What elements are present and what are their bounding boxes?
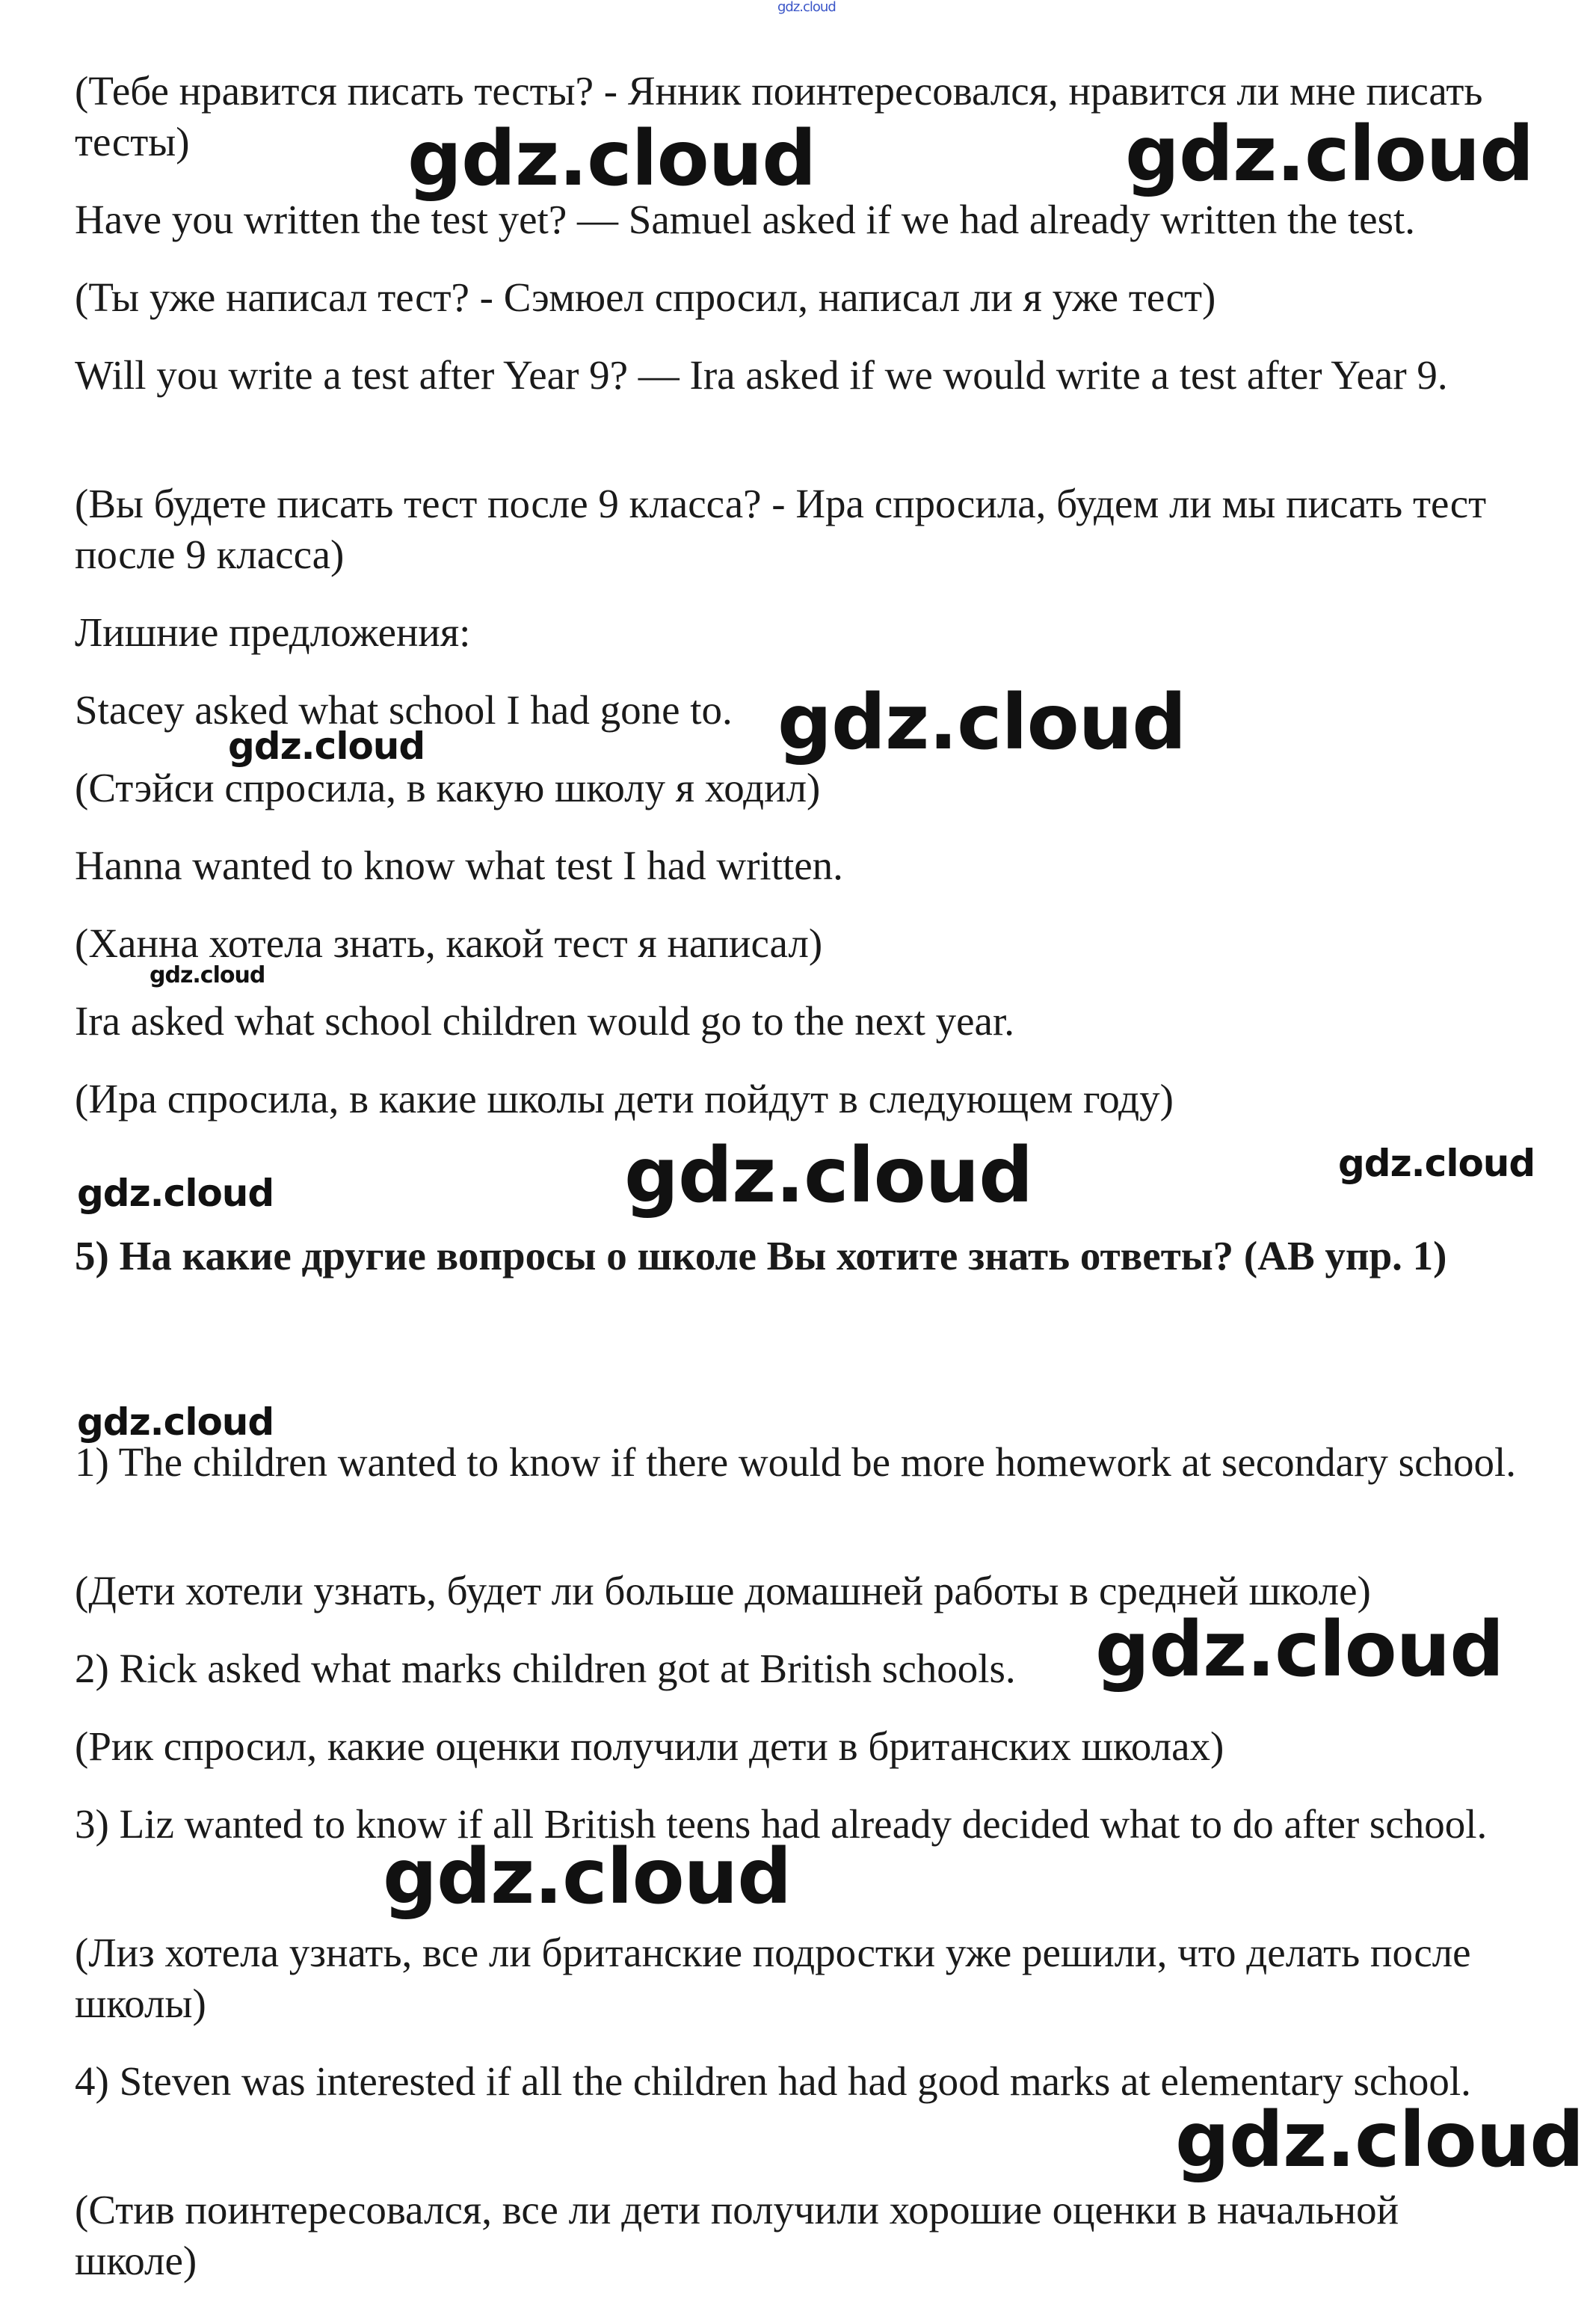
paragraph-8: (Стэйси спросила, в какую школу я ходил) xyxy=(75,765,821,810)
paragraph-5: (Вы будете писать тест после 9 класса? - Ира спросила, будем ли мы писать тест после 9 класса) xyxy=(75,481,1487,577)
paragraph-9: Hanna wanted to know what test I had written. xyxy=(75,843,843,888)
watermark-10: gdz.cloud xyxy=(1095,1605,1504,1694)
paragraph-21: (Стив поинтересовался, все ли дети получили хорошие оценки в начальной школе) xyxy=(75,2187,1399,2283)
paragraph-10: (Ханна хотела знать, какой тест я написал) xyxy=(75,920,823,966)
watermark-1: gdz.cloud xyxy=(407,114,816,203)
paragraph-17: (Рик спросил, какие оценки получили дети в британских школах) xyxy=(75,1723,1224,1769)
paragraph-7: Stacey asked what school I had gone to. xyxy=(75,687,733,733)
watermark-8: gdz.cloud xyxy=(77,1172,274,1215)
section-heading: 5) На какие другие вопросы о школе Вы хотите знать ответы? (АВ упр. 1) xyxy=(75,1233,1447,1278)
watermark-5: gdz.cloud xyxy=(150,962,265,988)
watermark-4: gdz.cloud xyxy=(228,724,425,768)
watermark-12: gdz.cloud xyxy=(1175,2096,1584,2185)
paragraph-6: Лишние предложения: xyxy=(75,609,471,655)
paragraph-1: (Тебе нравится писать тесты? - Янник поинтересовался, нравится ли мне писать тесты) xyxy=(75,68,1483,164)
paragraph-3: (Ты уже написал тест? - Сэмюел спросил, написал ли я уже тест) xyxy=(75,274,1216,320)
paragraph-4: Will you write a test after Year 9? — Ira asked if we would write a test after Year 9. xyxy=(75,352,1448,398)
paragraph-11: Ira asked what school children would go to the next year. xyxy=(75,998,1014,1044)
watermark-6: gdz.cloud xyxy=(624,1131,1033,1220)
watermark-11: gdz.cloud xyxy=(383,1833,792,1921)
paragraph-2: Have you written the test yet? — Samuel asked if we had already written the test. xyxy=(75,197,1416,242)
paragraph-15: (Дети хотели узнать, будет ли больше домашней работы в средней школе) xyxy=(75,1568,1371,1613)
watermark-7: gdz.cloud xyxy=(1338,1142,1535,1185)
watermark-2: gdz.cloud xyxy=(1125,110,1534,199)
watermark-top: gdz.cloud xyxy=(777,0,836,15)
paragraph-18: 3) Liz wanted to know if all British teens had already decided what to do after school. xyxy=(75,1801,1488,1847)
paragraph-19: (Лиз хотела узнать, все ли британские подростки уже решили, что делать после школы) xyxy=(75,1930,1471,2026)
paragraph-20: 4) Steven was interested if all the children had had good marks at elementary school. xyxy=(75,2058,1471,2104)
paragraph-12: (Ира спросила, в какие школы дети пойдут в следующем году) xyxy=(75,1076,1174,1121)
watermark-3: gdz.cloud xyxy=(777,678,1186,767)
paragraph-14: 1) The children wanted to know if there would be more homework at secondary school. xyxy=(75,1439,1517,1485)
watermark-9: gdz.cloud xyxy=(77,1400,274,1444)
paragraph-16: 2) Rick asked what marks children got at British schools. xyxy=(75,1646,1016,1691)
